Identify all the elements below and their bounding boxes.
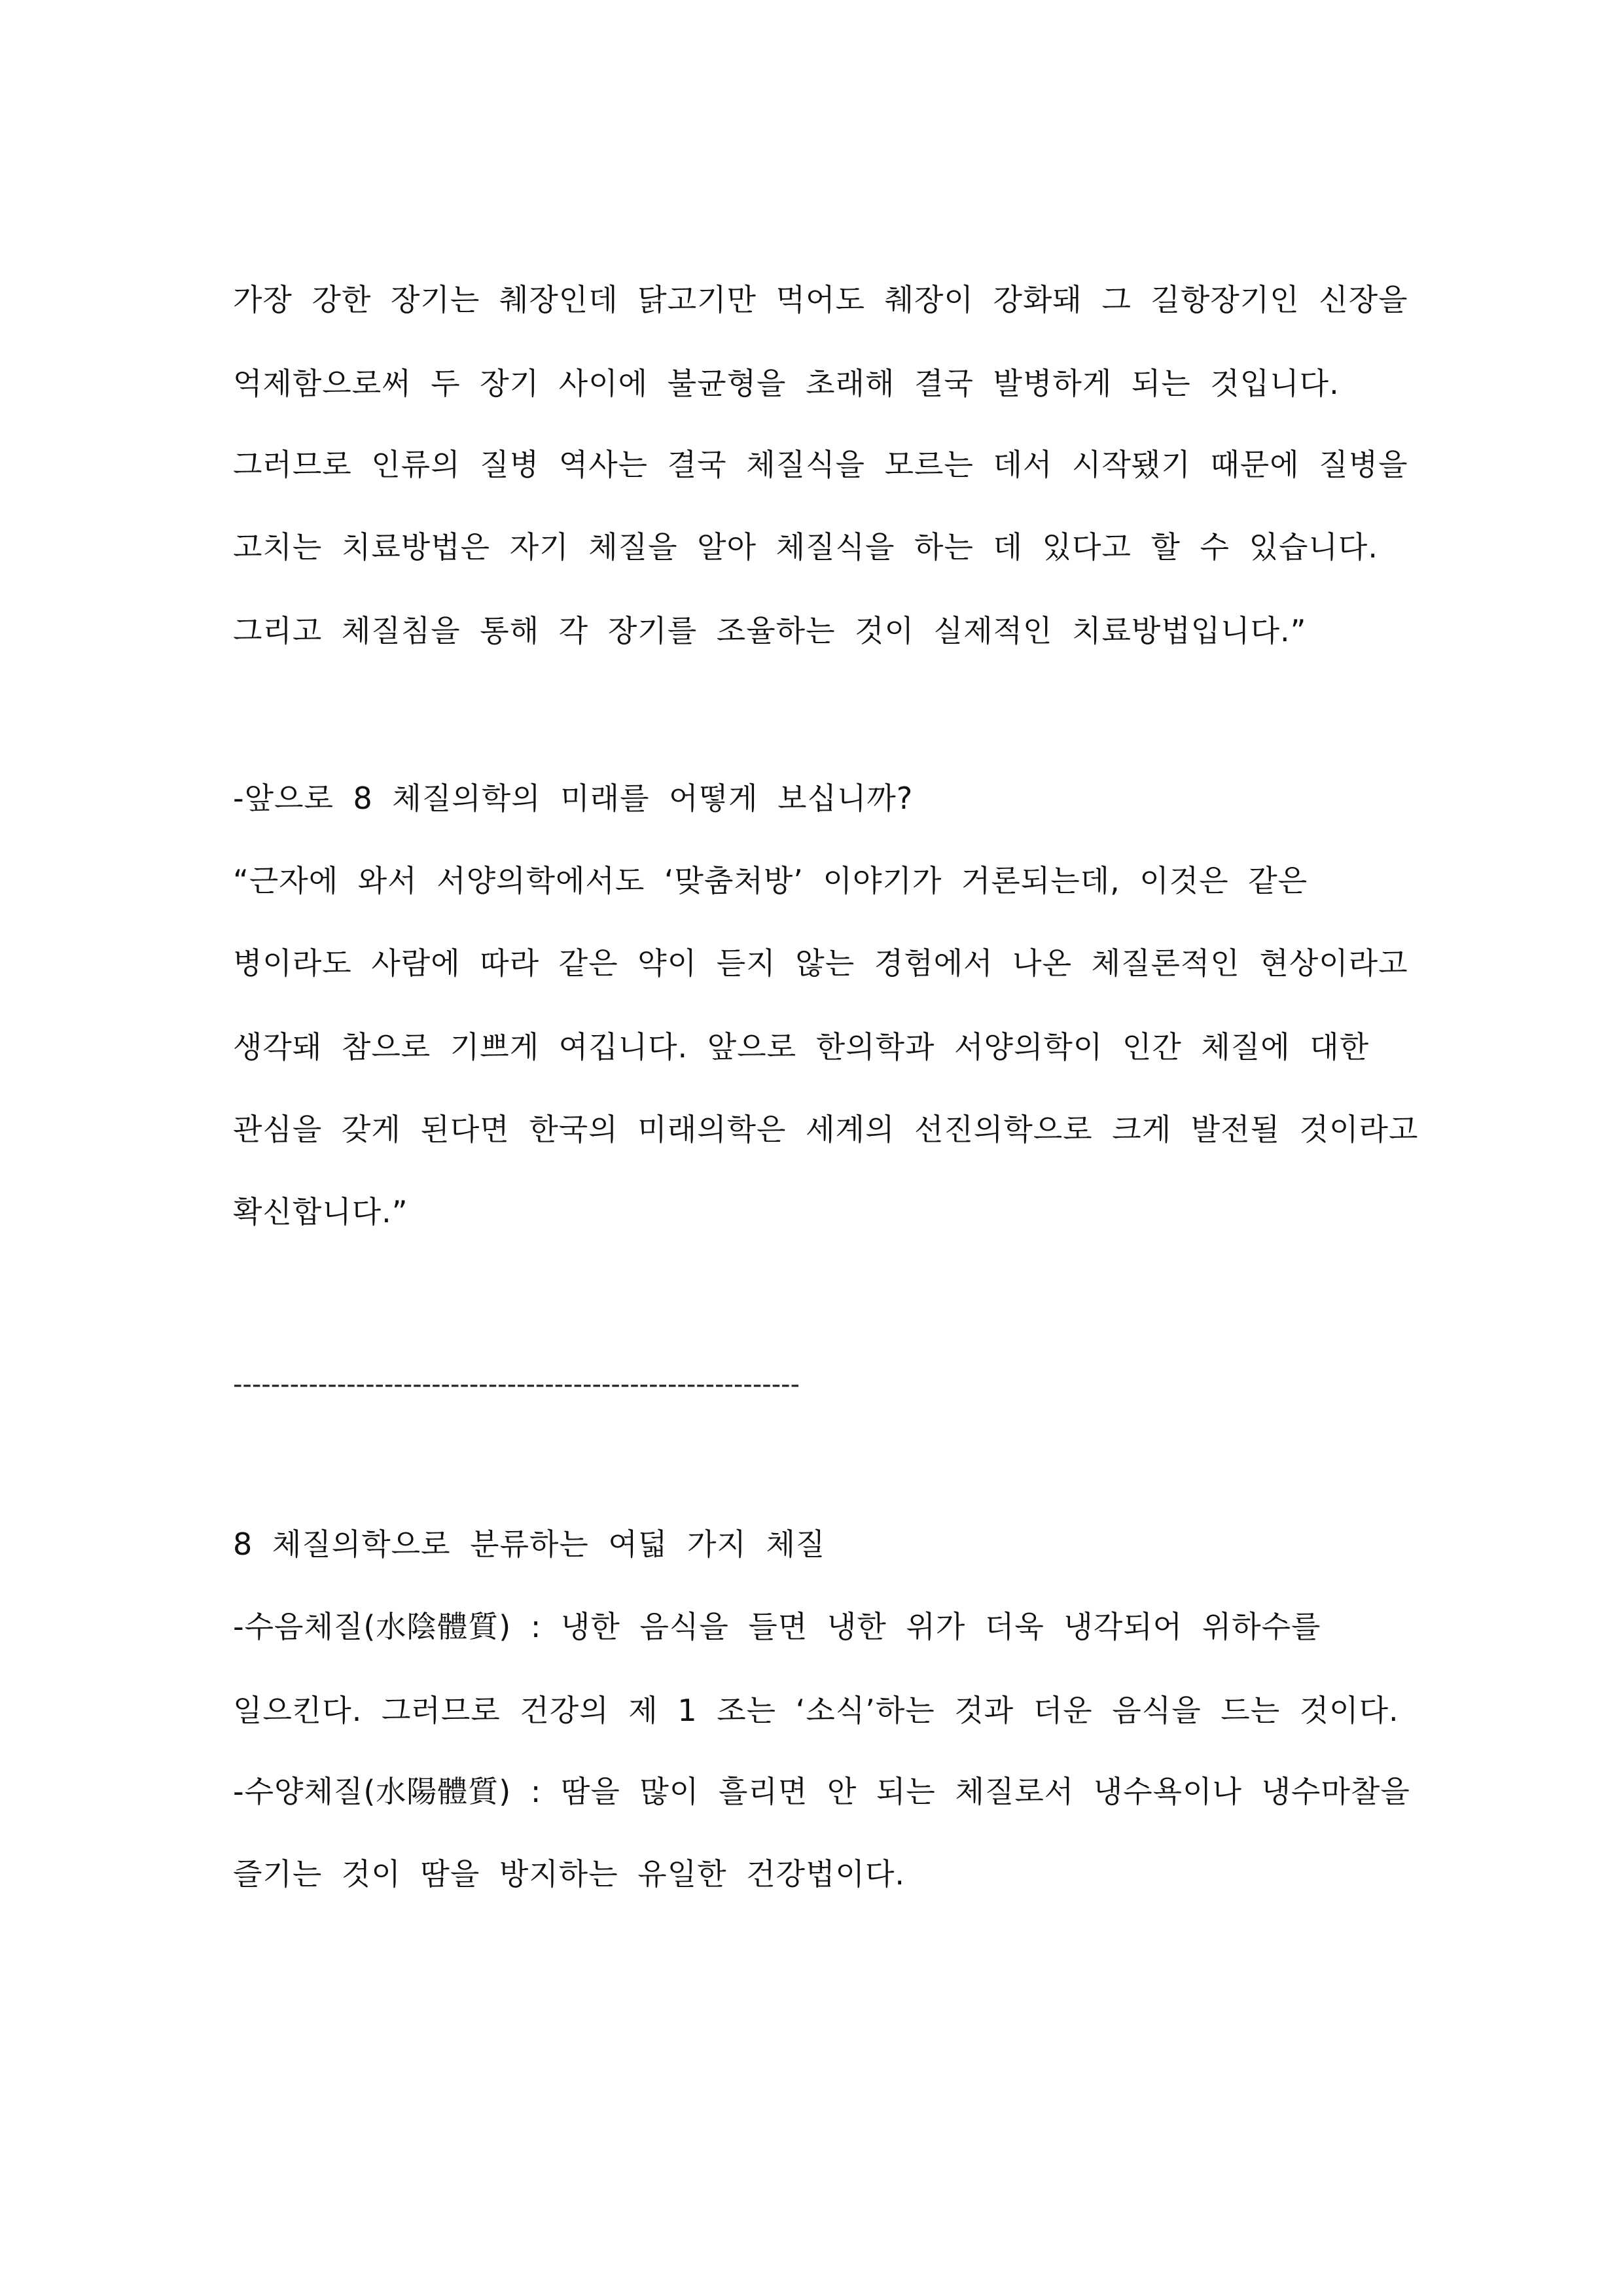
body-line: 그리고 체질침을 통해 각 장기를 조율하는 것이 실제적인 치료방법입니다.” xyxy=(233,613,1307,648)
body-line: 생각돼 참으로 기쁘게 여깁니다. 앞으로 한의학과 서양의학이 인간 체질에 대한 xyxy=(233,1029,1370,1065)
body-line: -수음체질(水陰體質) : 냉한 음식을 들면 냉한 위가 더욱 냉각되어 위하수를 xyxy=(233,1609,1321,1644)
body-line: 일으킨다. 그러므로 건강의 제 1 조는 ‘소식’하는 것과 더운 음식을 드는 것이다. xyxy=(233,1693,1399,1728)
body-line: 관심을 갖게 된다면 한국의 미래의학은 세계의 선진의학으로 크게 발전될 것이라고 xyxy=(233,1112,1419,1147)
body-line: “근자에 와서 서양의학에서도 ‘맞춤처방’ 이야기가 거론되는데, 이것은 같은 xyxy=(233,863,1308,898)
question-heading: -앞으로 8 체질의학의 미래를 어떻게 보십니까? xyxy=(233,781,914,816)
body-line: -수양체질(水陽體質) : 땀을 많이 흘리면 안 되는 체질로서 냉수욕이나 냉수마찰을 xyxy=(233,1774,1410,1809)
body-line: 병이라도 사람에 따라 같은 약이 듣지 않는 경험에서 나온 체질론적인 현상이라고 xyxy=(233,945,1408,981)
body-line: 억제함으로써 두 장기 사이에 불균형을 초래해 결국 발병하게 되는 것입니다. xyxy=(233,366,1340,401)
body-line: 그러므로 인류의 질병 역사는 결국 체질식을 모르는 데서 시작됐기 때문에 질병을 xyxy=(233,447,1408,482)
body-line: 고치는 치료방법은 자기 체질을 알아 체질식을 하는 데 있다고 할 수 있습니다. xyxy=(233,529,1378,565)
body-line: 즐기는 것이 땀을 방지하는 유일한 건강법이다. xyxy=(233,1856,906,1892)
body-line: 확신합니다.” xyxy=(233,1194,408,1229)
body-line: 가장 강한 장기는 췌장인데 닭고기만 먹어도 췌장이 강화돼 그 길항장기인 신장을 xyxy=(233,282,1408,317)
section-heading: 8 체질의학으로 분류하는 여덟 가지 체질 xyxy=(233,1527,826,1562)
section-divider: ------------------------------------------------------------ xyxy=(233,1369,800,1400)
